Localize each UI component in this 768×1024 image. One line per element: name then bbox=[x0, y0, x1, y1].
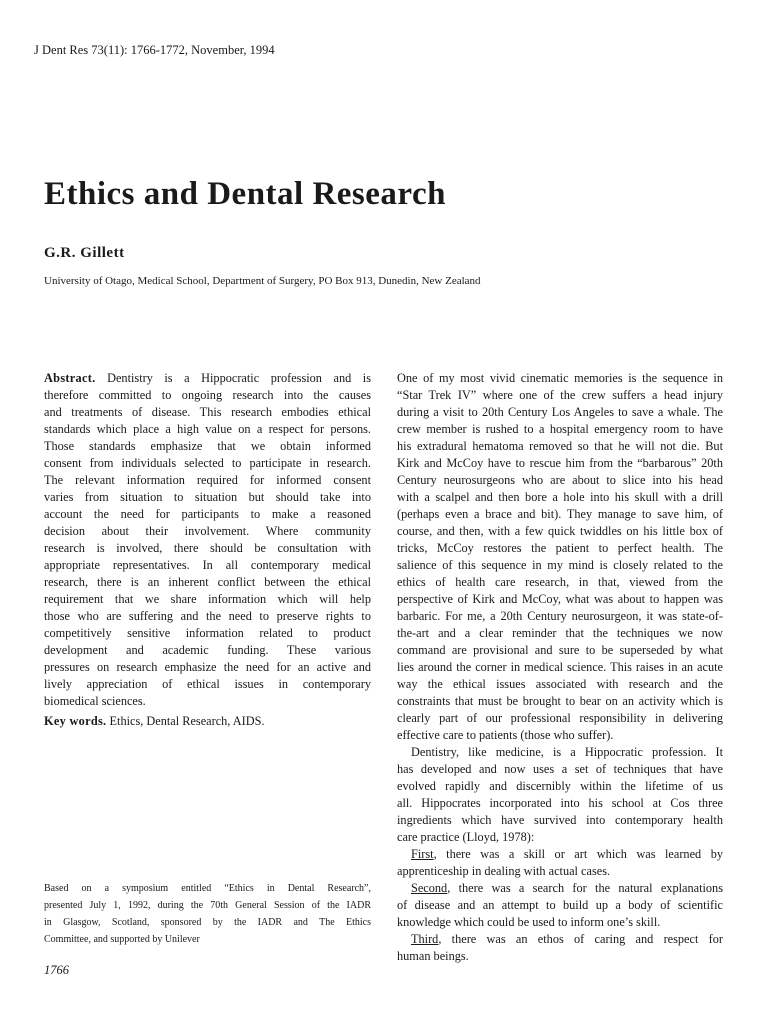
body-line: perspective of Kirk and McCoy, what was about to happen was bbox=[397, 592, 723, 606]
abstract-line: Abstract. Dentistry is a Hippocratic profession and is bbox=[44, 371, 371, 385]
keywords bbox=[44, 714, 265, 729]
body-line: Century neurosurgeons who are about to slice into his head bbox=[397, 473, 723, 487]
author-affiliation: University of Otago, Medical School, Department of Surgery, PO Box 913, Dunedin, New Zealand bbox=[44, 275, 481, 287]
body-line: apprenticeship in dealing with actual cases. bbox=[397, 864, 611, 878]
body-line: ethics of health care research, in that, viewed from the bbox=[397, 575, 723, 589]
footnote-line: Committee, and supported by Unilever bbox=[44, 934, 200, 945]
abstract-line: consent from individuals selected to participate in research. bbox=[44, 456, 371, 470]
abstract-line: Those standards emphasize that we obtain informed bbox=[44, 439, 371, 453]
footnote-line: in Glasgow, Scotland, sponsored by the IADR and The Ethics bbox=[44, 917, 371, 928]
body-line: of disease and an attempt to build up a body of scientific bbox=[397, 898, 723, 912]
abstract-line: decision about their involvement. Where community bbox=[44, 524, 371, 538]
body-line: Second, there was a search for the natural explanations bbox=[411, 881, 723, 895]
symposium-footnote bbox=[44, 880, 371, 948]
body-line: way the ethical issues associated with research and the bbox=[397, 677, 723, 691]
third-label: Third bbox=[411, 932, 439, 946]
body-line: ingredients which have survived into contemporary health bbox=[397, 813, 723, 827]
body-line: barbaric. For me, a 20th Century neurosurgeon, it was state-of- bbox=[397, 609, 723, 623]
body-line: has developed and now uses a set of techniques that have bbox=[397, 762, 723, 776]
abstract-line: standards which place a high value on a respect for persons. bbox=[44, 422, 371, 436]
abstract-line: appropriate representatives. In all contemporary medical bbox=[44, 558, 371, 572]
abstract-line: development and academic funding. These various bbox=[44, 643, 371, 657]
body-line: crew member is rushed to a hospital emergency room to have bbox=[397, 422, 723, 436]
journal-citation: J Dent Res 73(11): 1766-1772, November, 1994 bbox=[34, 43, 275, 57]
body-line: course, and then, with a few quick twiddles on his little box of bbox=[397, 524, 723, 538]
abstract bbox=[44, 370, 371, 710]
body-line: (perhaps even a brace and bit). They manage to save him, of bbox=[397, 507, 723, 521]
abstract-line: research is involved, there should be consultation with bbox=[44, 541, 371, 555]
abstract-line: competitively sensitive information related to product bbox=[44, 626, 371, 640]
body-line: Dentistry, like medicine, is a Hippocratic profession. It bbox=[411, 745, 723, 759]
body-line: evolved rapidly and discernibly within the lifetime of us bbox=[397, 779, 723, 793]
abstract-line: biomedical sciences. bbox=[44, 694, 146, 708]
footnote-line: Based on a symposium entitled “Ethics in Dental Research”, bbox=[44, 883, 371, 894]
body-line: tricks, McCoy restores the patient to perfect health. The bbox=[397, 541, 723, 555]
body-line: command are provisional and sure to be superseded by what bbox=[397, 643, 723, 657]
body-line: First, there was a skill or art which was learned by bbox=[411, 847, 723, 861]
body-line: his extradural hematoma removed so that he will not die. But bbox=[397, 439, 723, 453]
abstract-line: requirement that we share information which will help bbox=[44, 592, 371, 606]
body-line: care practice (Lloyd, 1978): bbox=[397, 830, 535, 844]
body-line: One of my most vivid cinematic memories is the sequence in bbox=[397, 371, 723, 385]
body-line: knowledge which could be used to inform one’s skill. bbox=[397, 915, 661, 929]
page-number: 1766 bbox=[44, 963, 69, 977]
abstract-line: pressures on research emphasize the need for an active and bbox=[44, 660, 371, 674]
abstract-line: The relevant information required for informed consent bbox=[44, 473, 371, 487]
body-text bbox=[397, 370, 723, 965]
footnote-line: presented July 1, 1992, during the 70th General Session of the IADR bbox=[44, 900, 371, 911]
abstract-line: account the need for participants to make a reasoned bbox=[44, 507, 371, 521]
body-line: the-art and a clear reminder that the techniques we now bbox=[397, 626, 723, 640]
article-title: Ethics and Dental Research bbox=[44, 176, 446, 212]
body-line: lies around the corner in medical science. This raises in an acute bbox=[397, 660, 723, 674]
body-line: salience of this sequence in my mind is closely related to the bbox=[397, 558, 723, 572]
abstract-line: lively appreciation of ethical issues in contemporary bbox=[44, 677, 371, 691]
body-line: “Star Trek IV” where one of the crew suffers a head injury bbox=[397, 388, 723, 402]
abstract-line: those who are suffering and the need to preserve rights to bbox=[44, 609, 371, 623]
abstract-line: therefore committed to ongoing research into the causes bbox=[44, 388, 371, 402]
body-line: human beings. bbox=[397, 949, 469, 963]
author-name: G.R. Gillett bbox=[44, 245, 125, 261]
body-line: clearly part of our professional responsibility in delivering bbox=[397, 711, 723, 725]
abstract-label: Abstract. bbox=[44, 371, 96, 385]
body-line: with a scalpel and then bore a hole into his skull with a drill bbox=[397, 490, 723, 504]
body-line: during a visit to 20th Century Los Angeles to save a whale. The bbox=[397, 405, 723, 419]
body-line: all. Hippocrates incorporated into his school at Cos three bbox=[397, 796, 723, 810]
keywords-label: Key words. bbox=[44, 714, 107, 728]
second-label: Second bbox=[411, 881, 448, 895]
first-label: First bbox=[411, 847, 434, 861]
abstract-line: research, there is an inherent conflict between the ethical bbox=[44, 575, 371, 589]
abstract-line: and treatments of disease. This research embodies ethical bbox=[44, 405, 371, 419]
abstract-line: varies from situation to situation but should take into bbox=[44, 490, 371, 504]
body-line: Third, there was an ethos of caring and respect for bbox=[411, 932, 723, 946]
body-line: constraints that must be brought to bear on an activity which is bbox=[397, 694, 723, 708]
body-line: Kirk and McCoy have to rescue him from the “barbarous” 20th bbox=[397, 456, 723, 470]
body-line: effective care to patients (those who suffer). bbox=[397, 728, 614, 742]
keywords-text: Ethics, Dental Research, AIDS. bbox=[106, 714, 265, 728]
